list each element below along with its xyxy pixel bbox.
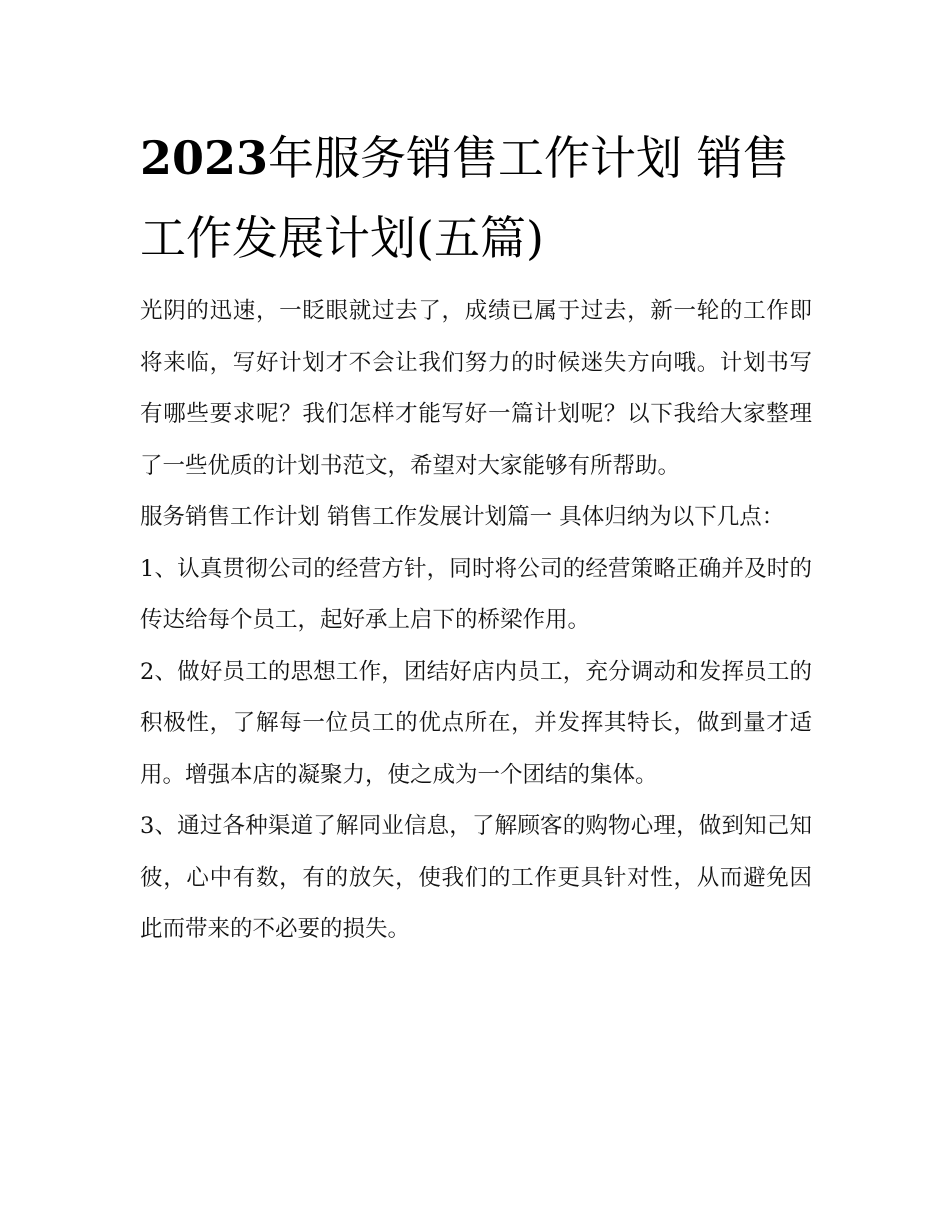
title-text: 年服务销售工作计划 销售工作发展计划(五篇) bbox=[140, 131, 789, 265]
document-title bbox=[140, 118, 812, 278]
intro-paragraph: 光阴的迅速，一眨眼就过去了，成绩已属于过去，新一轮的工作即将来临，写好计划才不会让我们努力的时候迷失方向哦。计划书写有哪些要求呢？我们怎样才能写好一篇计划呢？以下我给大家整理了一些优质的计划书范文，希望对大家能够有所帮助。 bbox=[140, 298, 812, 479]
section-heading-paragraph: 服务销售工作计划 销售工作发展计划篇一 具体归纳为以下几点： bbox=[140, 504, 785, 530]
title-year: 2023 bbox=[140, 131, 269, 185]
list-item-3: 3、通过各种渠道了解同业信息，了解顾客的购物心理，做到知己知彼，心中有数，有的放矢，使我们的工作更具针对性，从而避免因此而带来的不必要的损失。 bbox=[140, 813, 812, 942]
list-item-2: 2、做好员工的思想工作，团结好店内员工，充分调动和发挥员工的积极性，了解每一位员工的优点所在，并发挥其特长，做到量才适用。增强本店的凝聚力，使之成为一个团结的集体。 bbox=[140, 658, 812, 788]
document-body bbox=[140, 118, 812, 956]
list-item-1: 1、认真贯彻公司的经营方针，同时将公司的经营策略正确并及时的传达给每个员工，起好承上启下的桥梁作用。 bbox=[140, 555, 812, 633]
